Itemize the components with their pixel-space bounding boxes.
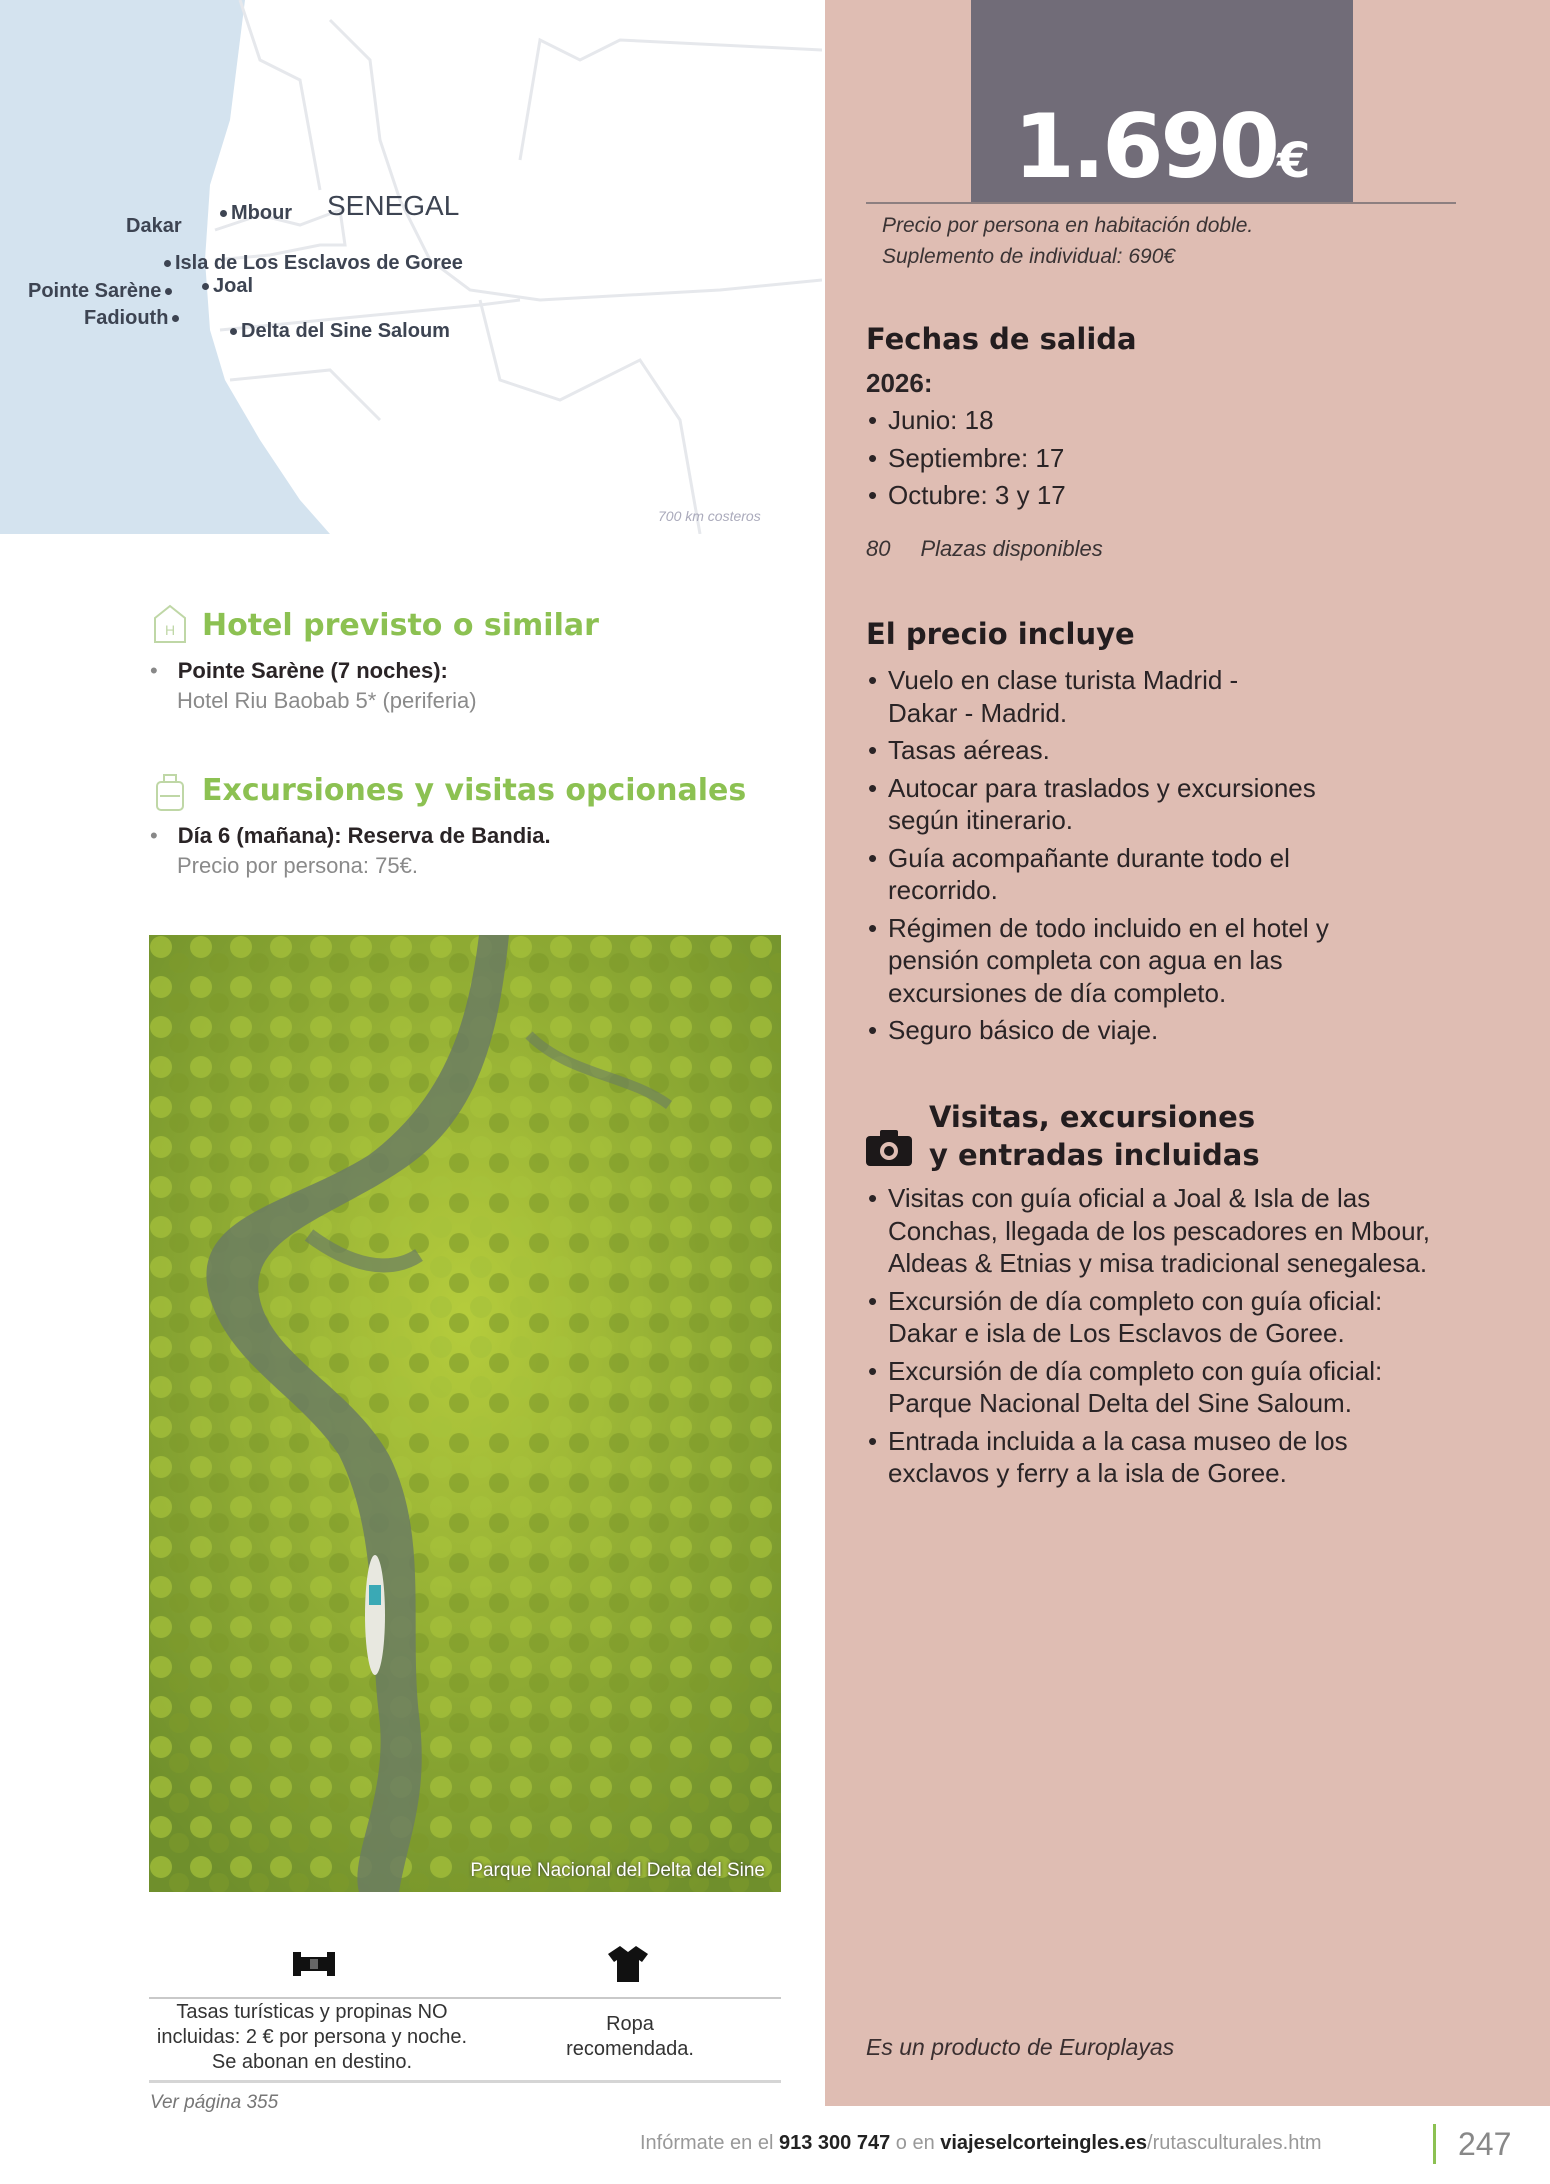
mangrove-illustration — [149, 935, 781, 1892]
visit-item: • Entrada incluida a la casa museo de los exclavos y ferry a la isla de Goree. — [866, 1425, 1428, 1490]
price-divider — [866, 202, 1456, 204]
map-place-goree: Isla de Los Esclavos de Goree — [160, 252, 463, 275]
photo-caption: Parque Nacional del Delta del Sine — [470, 1860, 765, 1881]
hotel-icon — [152, 604, 188, 644]
footer-divider — [1433, 2124, 1436, 2164]
mangrove-photo — [149, 935, 781, 1892]
dates-list — [866, 404, 1066, 517]
tips-icon — [291, 1950, 337, 1978]
single-supplement: Suplemento de individual: 690€ — [882, 245, 1176, 268]
route-map — [0, 0, 822, 534]
price-notes — [882, 210, 1253, 272]
optional-price: Precio por persona: 75€. — [177, 853, 418, 878]
hotel-entry: • Pointe Sarène (7 noches): Hotel Riu Baobab 5* (periferia) — [150, 656, 477, 716]
optional-item: Día 6 (mañana): Reserva de Bandia. — [177, 823, 551, 848]
include-item: • Guía acompañante durante todo el recorrido. — [866, 842, 1338, 907]
map-scale: 700 km costeros — [658, 508, 761, 524]
page-number: 247 — [1458, 2126, 1512, 2162]
hotel-location: Pointe Sarène (7 noches): — [177, 658, 448, 683]
info-panel — [825, 0, 1550, 2106]
hotel-name: Hotel Riu Baobab 5* (periferia) — [177, 688, 477, 713]
include-item: • Autocar para traslados y excursiones según itinerario. — [866, 772, 1388, 837]
map-country-label: SENEGAL — [327, 190, 460, 221]
clothing-note: Ropa recomendada. — [566, 2013, 694, 2060]
visit-item: • Excursión de día completo con guía oficial: Parque Nacional Delta del Sine Saloum. — [866, 1355, 1446, 1420]
shirt-icon — [606, 1944, 650, 1984]
include-item: • Régimen de todo incluido en el hotel y pensión completa con agua en las excursiones de día completo. — [866, 912, 1388, 1010]
map-place-fadiouth: Fadiouth — [84, 307, 183, 330]
map-place-joal: Joal — [198, 275, 253, 298]
footer-site-link[interactable]: viajeselcorteingles.es — [940, 2132, 1148, 2154]
map-place-pointe-sarene: Pointe Sarène — [28, 280, 176, 303]
see-page-link[interactable]: Ver página 355 — [150, 2092, 279, 2113]
visits-list — [866, 1182, 1446, 1495]
visit-item: • Visitas con guía oficial a Joal & Isla de las Conchas, llegada de los pescadores en Mbour, Aldeas & Etnias y misa tradicional senegalesa. — [866, 1182, 1448, 1280]
producer-note: Es un producto de Europlayas — [866, 2034, 1175, 2060]
svg-text:H: H — [165, 622, 176, 638]
footer-phone[interactable]: 913 300 747 — [778, 2132, 891, 2154]
map-place-delta: Delta del Sine Saloum — [226, 320, 450, 343]
price-box — [971, 0, 1353, 202]
dates-year: 2026: — [866, 368, 933, 398]
date-item: • Octubre: 3 y 17 — [866, 479, 1066, 512]
include-item: • Seguro básico de viaje. — [866, 1014, 1386, 1047]
seats-available: 80 Plazas disponibles — [866, 536, 1103, 561]
include-item: • Vuelo en clase turista Madrid - Dakar - Madrid. — [866, 664, 1288, 729]
info-divider-top — [149, 1997, 781, 1999]
optional-entry: • Día 6 (mañana): Reserva de Bandia. Precio por persona: 75€. — [150, 821, 551, 881]
optional-title: Excursiones y visitas opcionales — [202, 773, 747, 808]
hotel-title: Hotel previsto o similar — [202, 608, 599, 643]
date-item: • Septiembre: 17 — [866, 442, 1066, 475]
visits-title: Visitas, excursiones y entradas incluidas — [929, 1100, 1260, 1172]
map-place-mbour: Mbour — [216, 202, 292, 225]
includes-list — [866, 664, 1386, 1052]
include-item: • Tasas aéreas. — [866, 734, 1386, 767]
camera-icon — [866, 1128, 914, 1168]
includes-title: El precio incluye — [866, 617, 1135, 651]
price: 1.690€ — [1013, 95, 1311, 198]
suitcase-icon — [154, 772, 186, 812]
price-note: Precio por persona en habitación doble. — [882, 214, 1254, 237]
boat — [365, 1555, 385, 1675]
footer-contact: Infórmate en el 913 300 747 o en viajeselcorteingles.es/rutasculturales.htm — [640, 2132, 1322, 2154]
visit-item: • Excursión de día completo con guía oficial: Dakar e isla de Los Esclavos de Goree. — [866, 1285, 1446, 1350]
taxes-note: Tasas turísticas y propinas NO incluidas: 2 € por persona y noche. Se abonan en destino. — [156, 2001, 468, 2073]
map-place-dakar: Dakar — [126, 215, 182, 237]
date-item: • Junio: 18 — [866, 404, 1066, 437]
info-divider-bottom — [149, 2080, 781, 2083]
dates-title: Fechas de salida — [866, 322, 1137, 356]
